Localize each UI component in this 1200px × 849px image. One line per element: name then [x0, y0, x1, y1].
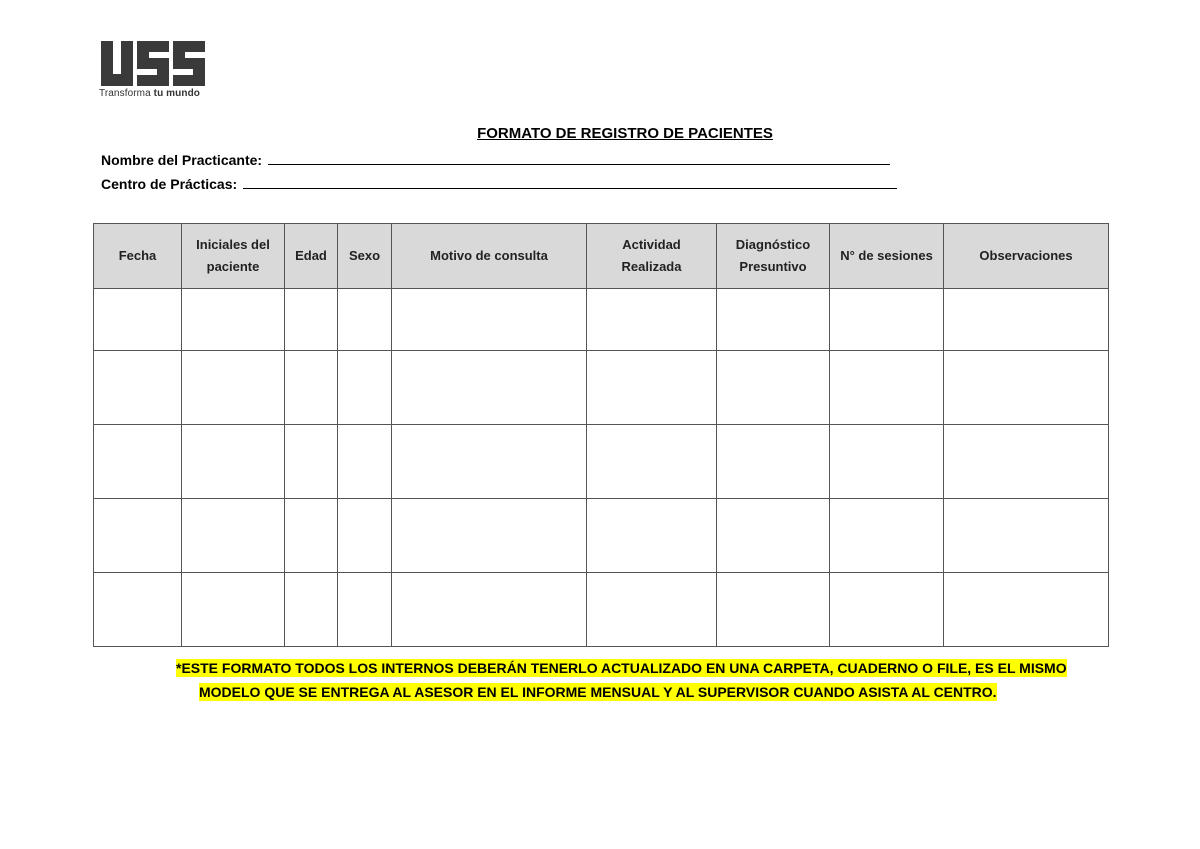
table-cell[interactable] [285, 351, 338, 425]
table-cell[interactable] [94, 351, 182, 425]
uss-logo [99, 41, 211, 99]
uss-logo-mark [99, 41, 207, 87]
table-cell[interactable] [587, 499, 717, 573]
tagline-regular: Transforma [99, 88, 151, 99]
tagline-bold: tu mundo [153, 88, 200, 99]
table-cell[interactable] [338, 289, 392, 351]
table-cell[interactable] [830, 351, 944, 425]
header-observaciones: Observaciones [944, 224, 1109, 289]
table-row [94, 425, 1109, 499]
table-cell[interactable] [182, 289, 285, 351]
note-line-2: MODELO QUE SE ENTREGA AL ASESOR EN EL INFORME MENSUAL Y AL SUPERVISOR CUANDO ASISTA AL CENTRO. [199, 684, 997, 700]
table-cell[interactable] [338, 573, 392, 647]
table-cell[interactable] [285, 499, 338, 573]
table-cell[interactable] [830, 425, 944, 499]
page-title: FORMATO DE REGISTRO DE PACIENTES [477, 125, 773, 142]
table-cell[interactable] [717, 573, 830, 647]
practicante-label: Nombre del Practicante: [101, 152, 263, 168]
centro-field [101, 175, 897, 192]
table-cell[interactable] [587, 351, 717, 425]
table-cell[interactable] [285, 573, 338, 647]
header-edad: Edad [285, 224, 338, 289]
centro-input-line[interactable] [243, 175, 897, 189]
table-header-row [94, 224, 1109, 289]
table-row [94, 499, 1109, 573]
table-cell[interactable] [830, 573, 944, 647]
header-sesiones: N° de sesiones [830, 224, 944, 289]
centro-label: Centro de Prácticas: [101, 176, 238, 192]
table-cell[interactable] [338, 425, 392, 499]
table-cell[interactable] [944, 499, 1109, 573]
table-cell[interactable] [392, 425, 587, 499]
table-cell[interactable] [392, 499, 587, 573]
table-cell[interactable] [392, 573, 587, 647]
table-cell[interactable] [587, 573, 717, 647]
table-cell[interactable] [944, 289, 1109, 351]
table-cell[interactable] [94, 425, 182, 499]
table-cell[interactable] [182, 351, 285, 425]
table-row [94, 351, 1109, 425]
table-cell[interactable] [830, 499, 944, 573]
table-cell[interactable] [182, 499, 285, 573]
table-row [94, 289, 1109, 351]
table-cell[interactable] [944, 573, 1109, 647]
header-fecha: Fecha [94, 224, 182, 289]
table-cell[interactable] [338, 351, 392, 425]
header-sexo: Sexo [338, 224, 392, 289]
table-cell[interactable] [587, 289, 717, 351]
table-cell[interactable] [285, 425, 338, 499]
logo-tagline [99, 88, 211, 99]
table-cell[interactable] [182, 573, 285, 647]
table-cell[interactable] [717, 425, 830, 499]
table-cell[interactable] [717, 351, 830, 425]
header-diagnostico: Diagnóstico Presuntivo [717, 224, 830, 289]
table-cell[interactable] [94, 289, 182, 351]
header-iniciales: Iniciales del paciente [182, 224, 285, 289]
table-cell[interactable] [94, 499, 182, 573]
table-cell[interactable] [944, 351, 1109, 425]
practicante-input-line[interactable] [268, 151, 890, 165]
table-cell[interactable] [94, 573, 182, 647]
practicante-field [101, 151, 890, 168]
table-cell[interactable] [182, 425, 285, 499]
table-cell[interactable] [338, 499, 392, 573]
patient-register-table [93, 223, 1109, 647]
header-motivo: Motivo de consulta [392, 224, 587, 289]
table-cell[interactable] [830, 289, 944, 351]
table-cell[interactable] [285, 289, 338, 351]
table-row [94, 573, 1109, 647]
table-cell[interactable] [717, 499, 830, 573]
note-line-1: *ESTE FORMATO TODOS LOS INTERNOS DEBERÁN TENERLO ACTUALIZADO EN UNA CARPETA, CUADERNO O FILE, ES EL MISMO [176, 660, 1067, 676]
table-cell[interactable] [717, 289, 830, 351]
table-cell[interactable] [944, 425, 1109, 499]
table-cell[interactable] [587, 425, 717, 499]
table-cell[interactable] [392, 351, 587, 425]
table-cell[interactable] [392, 289, 587, 351]
header-actividad: Actividad Realizada [587, 224, 717, 289]
